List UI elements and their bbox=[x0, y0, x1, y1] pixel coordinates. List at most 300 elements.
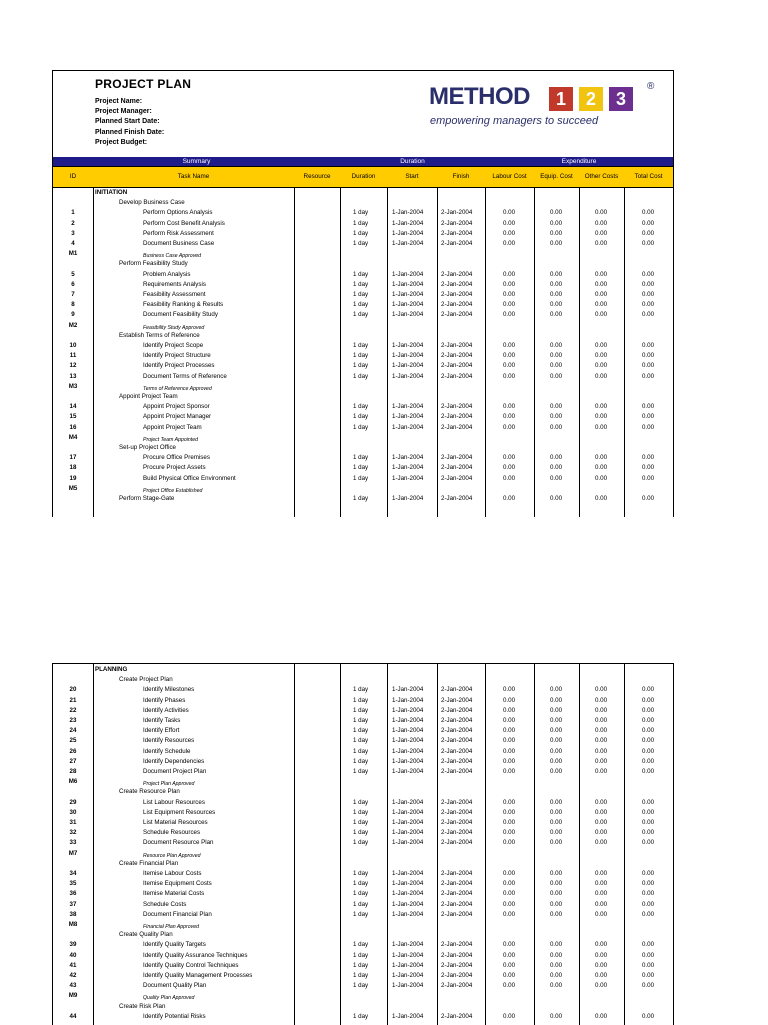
total-cost: 0.00 bbox=[641, 280, 655, 288]
labour-cost: 0.00 bbox=[502, 798, 516, 806]
task-id: 20 bbox=[69, 686, 77, 694]
equip-cost: 0.00 bbox=[549, 372, 563, 380]
labour-cost: 0.00 bbox=[502, 737, 516, 745]
task-start: 1-Jan-2004 bbox=[392, 219, 424, 227]
labour-cost: 0.00 bbox=[502, 696, 516, 704]
task-finish: 2-Jan-2004 bbox=[441, 808, 473, 816]
task-id: 32 bbox=[69, 829, 77, 837]
labour-cost: 0.00 bbox=[502, 209, 516, 217]
column-divider bbox=[485, 664, 486, 1025]
task-finish: 2-Jan-2004 bbox=[441, 706, 473, 714]
task-finish: 2-Jan-2004 bbox=[441, 240, 473, 247]
equip-cost: 0.00 bbox=[549, 717, 563, 724]
labour-cost: 0.00 bbox=[502, 747, 516, 755]
other-costs: 0.00 bbox=[594, 495, 608, 502]
total-cost: 0.00 bbox=[641, 495, 655, 502]
task-id: 6 bbox=[71, 280, 75, 288]
task-id: 21 bbox=[69, 696, 77, 704]
phase-row bbox=[53, 665, 673, 675]
total-cost: 0.00 bbox=[641, 870, 655, 877]
labour-cost: 0.00 bbox=[502, 372, 516, 380]
task-name: Identify Quality Targets bbox=[143, 941, 206, 949]
task-duration: 1 day bbox=[353, 495, 369, 502]
task-finish: 2-Jan-2004 bbox=[441, 403, 473, 411]
task-duration: 1 day bbox=[353, 209, 369, 217]
task-id: 24 bbox=[69, 727, 77, 735]
table-row bbox=[53, 828, 673, 838]
total-cost: 0.00 bbox=[641, 717, 655, 724]
equip-cost: 0.00 bbox=[549, 474, 563, 482]
table-row bbox=[53, 818, 673, 828]
group-row bbox=[53, 1002, 673, 1012]
column-divider bbox=[340, 664, 341, 1025]
total-cost: 0.00 bbox=[641, 423, 655, 431]
task-name: Perform Stage-Gate bbox=[119, 495, 175, 502]
col-equip-cost: Equip. Cost bbox=[540, 173, 573, 180]
labour-cost: 0.00 bbox=[502, 757, 516, 765]
col-resource: Resource bbox=[303, 173, 331, 180]
task-name: Identify Resources bbox=[143, 737, 195, 745]
plan-page-2 bbox=[52, 663, 674, 1025]
labour-cost: 0.00 bbox=[502, 280, 516, 288]
equip-cost: 0.00 bbox=[549, 880, 563, 888]
table-row bbox=[53, 706, 673, 716]
logo-wordmark: METHOD bbox=[429, 83, 530, 110]
labour-cost: 0.00 bbox=[502, 819, 516, 826]
other-costs: 0.00 bbox=[594, 219, 608, 227]
total-cost: 0.00 bbox=[641, 311, 655, 319]
equip-cost: 0.00 bbox=[549, 454, 563, 462]
task-name: List Labour Resources bbox=[143, 798, 205, 806]
other-costs: 0.00 bbox=[594, 839, 608, 847]
task-name: Establish Terms of Reference bbox=[119, 331, 200, 339]
total-cost: 0.00 bbox=[641, 757, 655, 765]
total-cost: 0.00 bbox=[641, 890, 655, 898]
task-name: Identify Phases bbox=[143, 696, 186, 704]
task-id: 44 bbox=[69, 1012, 77, 1020]
task-name: Identify Milestones bbox=[143, 686, 195, 694]
other-costs: 0.00 bbox=[594, 403, 608, 411]
task-name: Document Business Case bbox=[143, 240, 215, 247]
group-row bbox=[53, 443, 673, 453]
task-duration: 1 day bbox=[353, 717, 369, 724]
equip-cost: 0.00 bbox=[549, 839, 563, 847]
labour-cost: 0.00 bbox=[502, 982, 516, 990]
task-start: 1-Jan-2004 bbox=[392, 696, 424, 704]
equip-cost: 0.00 bbox=[549, 270, 563, 278]
method123-logo bbox=[429, 79, 664, 131]
table-row bbox=[53, 838, 673, 848]
task-finish: 2-Jan-2004 bbox=[441, 972, 473, 979]
task-finish: 2-Jan-2004 bbox=[441, 890, 473, 898]
total-cost: 0.00 bbox=[641, 982, 655, 990]
plan-page-1 bbox=[52, 70, 674, 517]
other-costs: 0.00 bbox=[594, 311, 608, 319]
total-cost: 0.00 bbox=[641, 291, 655, 298]
total-cost: 0.00 bbox=[641, 352, 655, 360]
table-row bbox=[53, 981, 673, 991]
column-divider bbox=[534, 664, 535, 1025]
task-name: PLANNING bbox=[95, 666, 128, 673]
equip-cost: 0.00 bbox=[549, 757, 563, 765]
table-row bbox=[53, 280, 673, 290]
total-cost: 0.00 bbox=[641, 972, 655, 979]
task-duration: 1 day bbox=[353, 1012, 369, 1020]
table-row bbox=[53, 229, 673, 239]
task-duration: 1 day bbox=[353, 219, 369, 227]
col-start: Start bbox=[405, 173, 419, 180]
other-costs: 0.00 bbox=[594, 454, 608, 462]
task-name: Develop Business Case bbox=[119, 199, 185, 207]
total-cost: 0.00 bbox=[641, 362, 655, 370]
milestone-row bbox=[53, 484, 673, 494]
group-row bbox=[53, 675, 673, 685]
task-duration: 1 day bbox=[353, 454, 369, 462]
milestone-row bbox=[53, 777, 673, 787]
task-name: Perform Options Analysis bbox=[143, 209, 213, 217]
table-row bbox=[53, 351, 673, 361]
column-divider bbox=[437, 188, 438, 517]
task-name: Terms of Reference Approved bbox=[143, 385, 212, 392]
equip-cost: 0.00 bbox=[549, 362, 563, 370]
task-start: 1-Jan-2004 bbox=[392, 829, 424, 837]
total-cost: 0.00 bbox=[641, 727, 655, 735]
task-start: 1-Jan-2004 bbox=[392, 240, 424, 247]
labour-cost: 0.00 bbox=[502, 342, 516, 349]
task-start: 1-Jan-2004 bbox=[392, 1012, 424, 1020]
total-cost: 0.00 bbox=[641, 270, 655, 278]
total-cost: 0.00 bbox=[641, 951, 655, 959]
task-id: 28 bbox=[69, 768, 77, 775]
total-cost: 0.00 bbox=[641, 229, 655, 237]
task-duration: 1 day bbox=[353, 362, 369, 370]
task-name: Procure Project Assets bbox=[143, 464, 206, 472]
equip-cost: 0.00 bbox=[549, 342, 563, 349]
task-duration: 1 day bbox=[353, 961, 369, 969]
logo-digit-3: 3 bbox=[609, 87, 633, 111]
column-divider bbox=[387, 188, 388, 517]
task-id: 31 bbox=[69, 819, 77, 826]
milestone-row bbox=[53, 991, 673, 1001]
column-divider bbox=[387, 664, 388, 1025]
task-name: Set-up Project Office bbox=[119, 444, 176, 451]
total-cost: 0.00 bbox=[641, 372, 655, 380]
task-start: 1-Jan-2004 bbox=[392, 209, 424, 217]
task-id: 40 bbox=[69, 951, 77, 959]
task-start: 1-Jan-2004 bbox=[392, 839, 424, 847]
task-name: Itemise Material Costs bbox=[143, 890, 205, 898]
task-duration: 1 day bbox=[353, 352, 369, 360]
registered-mark: ® bbox=[647, 81, 655, 92]
total-cost: 0.00 bbox=[641, 910, 655, 918]
labour-cost: 0.00 bbox=[502, 941, 516, 949]
other-costs: 0.00 bbox=[594, 982, 608, 990]
task-duration: 1 day bbox=[353, 941, 369, 949]
task-name: Quality Plan Approved bbox=[143, 995, 195, 1002]
task-name: Document Terms of Reference bbox=[143, 372, 227, 380]
meta-project-manager: Project Manager: bbox=[95, 108, 152, 116]
other-costs: 0.00 bbox=[594, 717, 608, 724]
task-finish: 2-Jan-2004 bbox=[441, 768, 473, 775]
task-duration: 1 day bbox=[353, 757, 369, 765]
other-costs: 0.00 bbox=[594, 474, 608, 482]
table-row bbox=[53, 900, 673, 910]
task-start: 1-Jan-2004 bbox=[392, 961, 424, 969]
equip-cost: 0.00 bbox=[549, 972, 563, 979]
total-cost: 0.00 bbox=[641, 839, 655, 847]
task-id: 14 bbox=[69, 403, 77, 411]
col-other-costs: Other Costs bbox=[584, 173, 619, 180]
task-start: 1-Jan-2004 bbox=[392, 717, 424, 724]
labour-cost: 0.00 bbox=[502, 768, 516, 775]
task-start: 1-Jan-2004 bbox=[392, 737, 424, 745]
table-row bbox=[53, 453, 673, 463]
task-start: 1-Jan-2004 bbox=[392, 910, 424, 918]
labour-cost: 0.00 bbox=[502, 972, 516, 979]
task-name: Appoint Project Team bbox=[143, 423, 202, 431]
task-duration: 1 day bbox=[353, 808, 369, 816]
other-costs: 0.00 bbox=[594, 757, 608, 765]
task-duration: 1 day bbox=[353, 413, 369, 421]
task-finish: 2-Jan-2004 bbox=[441, 280, 473, 288]
labour-cost: 0.00 bbox=[502, 423, 516, 431]
task-name: Problem Analysis bbox=[143, 270, 191, 278]
task-name: Project Office Established bbox=[143, 487, 203, 494]
task-finish: 2-Jan-2004 bbox=[441, 209, 473, 217]
task-name: Identify Tasks bbox=[143, 717, 181, 724]
task-id: 39 bbox=[69, 941, 77, 949]
labour-cost: 0.00 bbox=[502, 229, 516, 237]
table-row bbox=[53, 869, 673, 879]
labour-cost: 0.00 bbox=[502, 951, 516, 959]
labour-cost: 0.00 bbox=[502, 717, 516, 724]
task-name: Document Resource Plan bbox=[143, 839, 214, 847]
task-name: Feasibility Study Approved bbox=[143, 324, 205, 331]
equip-cost: 0.00 bbox=[549, 808, 563, 816]
logo-digit-2: 2 bbox=[579, 87, 603, 111]
task-duration: 1 day bbox=[353, 829, 369, 837]
table-row bbox=[53, 767, 673, 777]
column-divider bbox=[340, 188, 341, 517]
task-name: List Equipment Resources bbox=[143, 808, 216, 816]
other-costs: 0.00 bbox=[594, 372, 608, 380]
task-start: 1-Jan-2004 bbox=[392, 474, 424, 482]
group-duration: Duration bbox=[400, 158, 425, 165]
task-duration: 1 day bbox=[353, 768, 369, 775]
task-finish: 2-Jan-2004 bbox=[441, 423, 473, 431]
total-cost: 0.00 bbox=[641, 686, 655, 694]
equip-cost: 0.00 bbox=[549, 870, 563, 877]
task-name: Procure Office Premises bbox=[143, 454, 210, 462]
task-start: 1-Jan-2004 bbox=[392, 798, 424, 806]
task-id: 34 bbox=[69, 870, 77, 877]
total-cost: 0.00 bbox=[641, 301, 655, 309]
group-summary: Summary bbox=[182, 158, 211, 165]
task-duration: 1 day bbox=[353, 870, 369, 877]
equip-cost: 0.00 bbox=[549, 311, 563, 319]
task-id: M8 bbox=[68, 921, 78, 928]
task-finish: 2-Jan-2004 bbox=[441, 1012, 473, 1020]
table-row bbox=[53, 474, 673, 484]
column-divider bbox=[294, 664, 295, 1025]
task-name: Identify Project Scope bbox=[143, 342, 204, 349]
task-name: Create Resource Plan bbox=[119, 788, 180, 796]
equip-cost: 0.00 bbox=[549, 961, 563, 969]
task-finish: 2-Jan-2004 bbox=[441, 413, 473, 421]
col-labour-cost: Labour Cost bbox=[492, 173, 527, 180]
task-start: 1-Jan-2004 bbox=[392, 270, 424, 278]
task-duration: 1 day bbox=[353, 270, 369, 278]
task-id: 42 bbox=[69, 972, 77, 979]
task-finish: 2-Jan-2004 bbox=[441, 270, 473, 278]
task-name: Itemise Equipment Costs bbox=[143, 880, 212, 888]
task-id: 23 bbox=[69, 717, 77, 724]
table-row bbox=[53, 736, 673, 746]
table-row bbox=[53, 310, 673, 320]
table-row bbox=[53, 747, 673, 757]
task-id: 37 bbox=[69, 900, 77, 908]
task-finish: 2-Jan-2004 bbox=[441, 474, 473, 482]
meta-planned-start: Planned Start Date: bbox=[95, 118, 160, 126]
task-duration: 1 day bbox=[353, 696, 369, 704]
table-row bbox=[53, 808, 673, 818]
other-costs: 0.00 bbox=[594, 229, 608, 237]
task-id: M4 bbox=[68, 433, 78, 441]
task-id: 29 bbox=[69, 798, 77, 806]
labour-cost: 0.00 bbox=[502, 870, 516, 877]
total-cost: 0.00 bbox=[641, 209, 655, 217]
other-costs: 0.00 bbox=[594, 727, 608, 735]
table-row bbox=[53, 412, 673, 422]
total-cost: 0.00 bbox=[641, 1012, 655, 1020]
task-name: Identify Potential Risks bbox=[143, 1012, 206, 1020]
table-row bbox=[53, 685, 673, 695]
total-cost: 0.00 bbox=[641, 798, 655, 806]
table-row bbox=[53, 402, 673, 412]
task-start: 1-Jan-2004 bbox=[392, 686, 424, 694]
other-costs: 0.00 bbox=[594, 900, 608, 908]
task-name: Feasibility Assessment bbox=[143, 291, 206, 298]
task-start: 1-Jan-2004 bbox=[392, 413, 424, 421]
task-start: 1-Jan-2004 bbox=[392, 423, 424, 431]
labour-cost: 0.00 bbox=[502, 413, 516, 421]
task-start: 1-Jan-2004 bbox=[392, 372, 424, 380]
equip-cost: 0.00 bbox=[549, 495, 563, 502]
table-row bbox=[53, 716, 673, 726]
task-id: 16 bbox=[69, 423, 77, 431]
other-costs: 0.00 bbox=[594, 961, 608, 969]
other-costs: 0.00 bbox=[594, 270, 608, 278]
equip-cost: 0.00 bbox=[549, 982, 563, 990]
task-start: 1-Jan-2004 bbox=[392, 757, 424, 765]
table-row bbox=[53, 219, 673, 229]
task-id: 17 bbox=[69, 454, 77, 462]
task-name: Appoint Project Manager bbox=[143, 413, 212, 421]
task-name: Build Physical Office Environment bbox=[143, 474, 236, 482]
labour-cost: 0.00 bbox=[502, 890, 516, 898]
task-id: 10 bbox=[69, 342, 77, 349]
group-row bbox=[53, 787, 673, 797]
task-finish: 2-Jan-2004 bbox=[441, 301, 473, 309]
task-start: 1-Jan-2004 bbox=[392, 880, 424, 888]
equip-cost: 0.00 bbox=[549, 768, 563, 775]
equip-cost: 0.00 bbox=[549, 403, 563, 411]
other-costs: 0.00 bbox=[594, 1012, 608, 1020]
task-id: 18 bbox=[69, 464, 77, 472]
task-start: 1-Jan-2004 bbox=[392, 941, 424, 949]
task-name: List Material Resources bbox=[143, 819, 208, 826]
task-finish: 2-Jan-2004 bbox=[441, 961, 473, 969]
equip-cost: 0.00 bbox=[549, 737, 563, 745]
equip-cost: 0.00 bbox=[549, 464, 563, 472]
total-cost: 0.00 bbox=[641, 696, 655, 704]
table-row bbox=[53, 879, 673, 889]
task-duration: 1 day bbox=[353, 301, 369, 309]
task-duration: 1 day bbox=[353, 342, 369, 349]
labour-cost: 0.00 bbox=[502, 829, 516, 837]
other-costs: 0.00 bbox=[594, 951, 608, 959]
task-id: 7 bbox=[71, 291, 75, 298]
task-duration: 1 day bbox=[353, 727, 369, 735]
table-row bbox=[53, 463, 673, 473]
task-duration: 1 day bbox=[353, 839, 369, 847]
equip-cost: 0.00 bbox=[549, 727, 563, 735]
task-start: 1-Jan-2004 bbox=[392, 951, 424, 959]
task-finish: 2-Jan-2004 bbox=[441, 910, 473, 918]
equip-cost: 0.00 bbox=[549, 352, 563, 360]
task-id: 35 bbox=[69, 880, 77, 888]
task-name: Identify Effort bbox=[143, 727, 180, 735]
table-row bbox=[53, 270, 673, 280]
task-finish: 2-Jan-2004 bbox=[441, 819, 473, 826]
other-costs: 0.00 bbox=[594, 737, 608, 745]
task-id: 43 bbox=[69, 982, 77, 990]
task-name: Identify Quality Management Processes bbox=[143, 972, 253, 979]
milestone-row bbox=[53, 920, 673, 930]
equip-cost: 0.00 bbox=[549, 1012, 563, 1020]
task-name: Financial Plan Approved bbox=[143, 924, 200, 930]
task-duration: 1 day bbox=[353, 798, 369, 806]
task-name: Feasibility Ranking & Results bbox=[143, 301, 224, 309]
task-name: Identify Activities bbox=[143, 706, 189, 714]
group-row bbox=[53, 331, 673, 341]
column-divider bbox=[294, 188, 295, 517]
task-id: 25 bbox=[69, 737, 77, 745]
equip-cost: 0.00 bbox=[549, 696, 563, 704]
task-id: M2 bbox=[68, 321, 78, 329]
other-costs: 0.00 bbox=[594, 768, 608, 775]
task-name: INITIATION bbox=[95, 189, 128, 196]
task-finish: 2-Jan-2004 bbox=[441, 454, 473, 462]
equip-cost: 0.00 bbox=[549, 706, 563, 714]
task-finish: 2-Jan-2004 bbox=[441, 342, 473, 349]
task-finish: 2-Jan-2004 bbox=[441, 696, 473, 704]
task-start: 1-Jan-2004 bbox=[392, 342, 424, 349]
other-costs: 0.00 bbox=[594, 423, 608, 431]
task-name: Identify Quality Assurance Techniques bbox=[143, 951, 248, 959]
task-duration: 1 day bbox=[353, 880, 369, 888]
table-row bbox=[53, 239, 673, 249]
task-id: 12 bbox=[69, 362, 77, 370]
other-costs: 0.00 bbox=[594, 209, 608, 217]
task-start: 1-Jan-2004 bbox=[392, 870, 424, 877]
total-cost: 0.00 bbox=[641, 413, 655, 421]
task-finish: 2-Jan-2004 bbox=[441, 686, 473, 694]
task-duration: 1 day bbox=[353, 291, 369, 298]
labour-cost: 0.00 bbox=[502, 270, 516, 278]
task-start: 1-Jan-2004 bbox=[392, 229, 424, 237]
page-title: PROJECT PLAN bbox=[95, 77, 192, 91]
